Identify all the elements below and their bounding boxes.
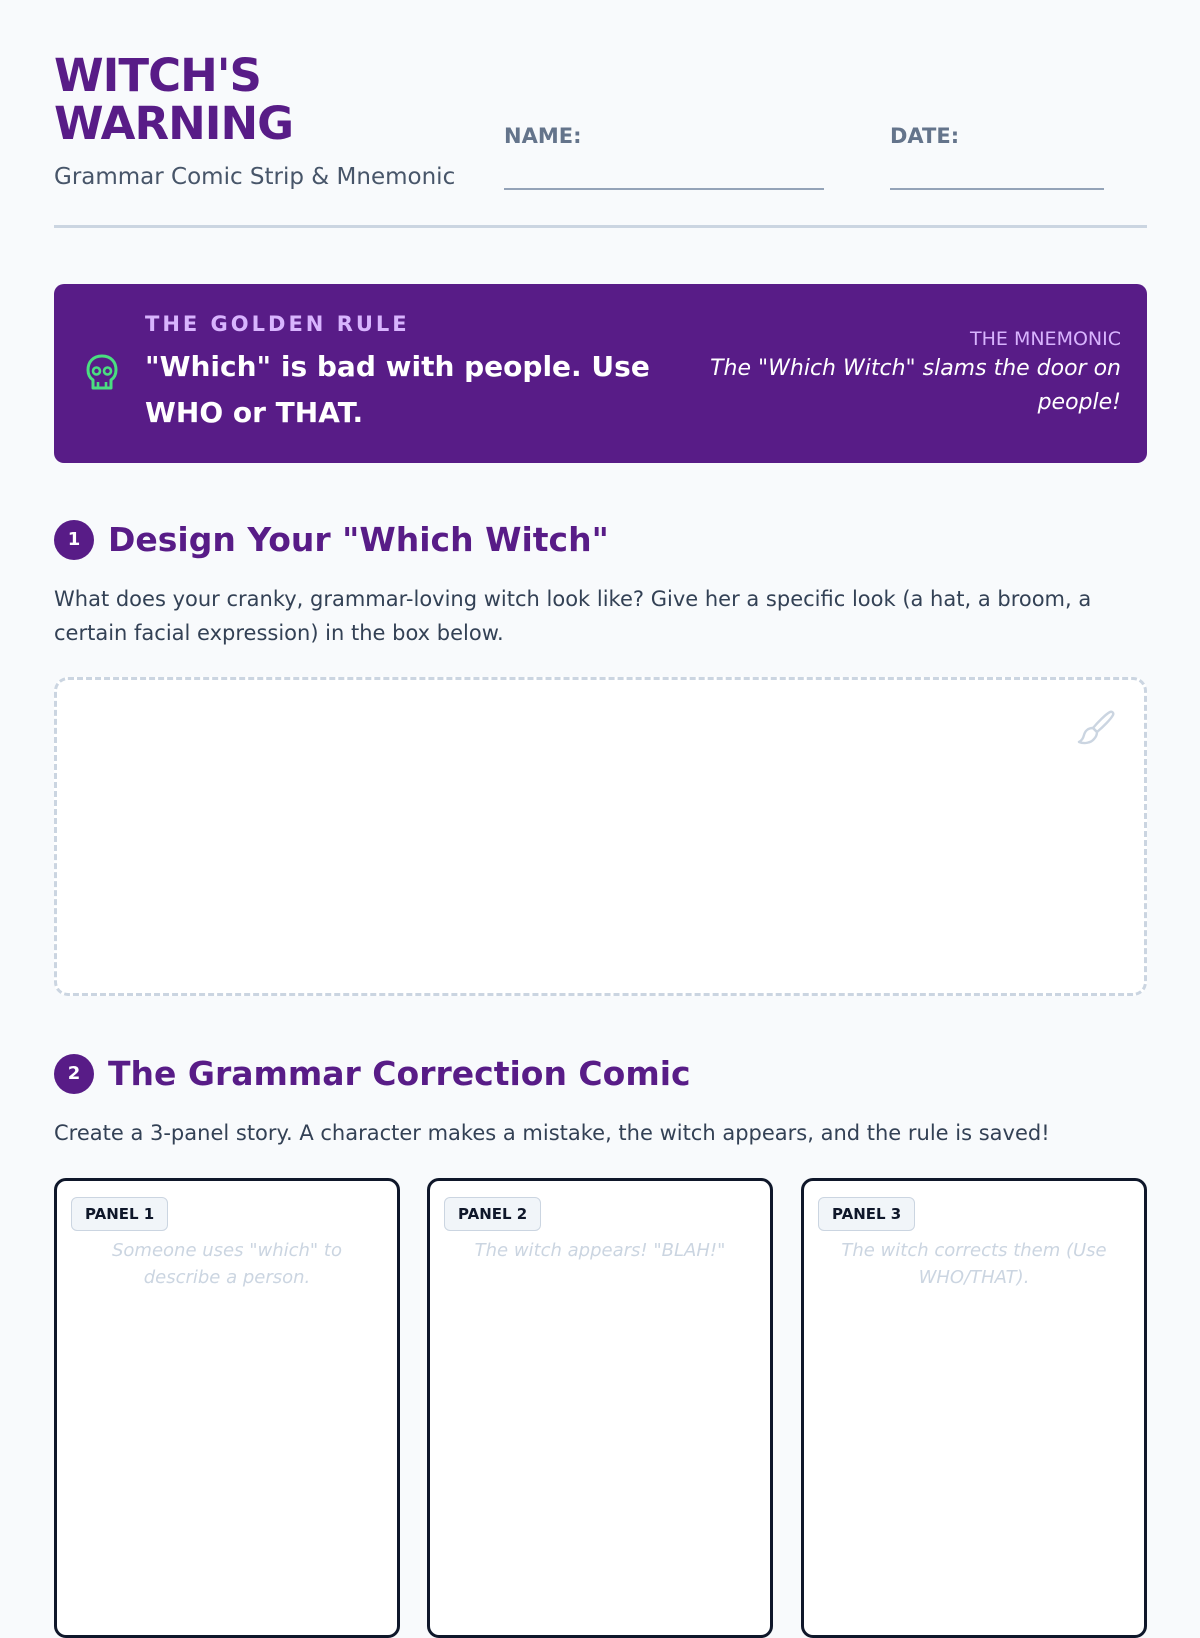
comic-panel-2[interactable]: [427, 1178, 773, 1638]
name-label: NAME:: [504, 124, 582, 148]
panel-3-label: PANEL 3: [818, 1197, 915, 1231]
paintbrush-icon: [1076, 708, 1116, 748]
panel-1-hint: Someone uses "which" to describe a person.: [111, 1240, 342, 1288]
worksheet-title: WITCH'S WARNING: [54, 49, 294, 150]
golden-rule-kicker: THE GOLDEN RULE: [145, 312, 410, 336]
panel-2-hint: The witch appears! "BLAH!": [474, 1240, 726, 1261]
section-1-title: Design Your "Which Witch": [108, 520, 609, 559]
name-field[interactable]: [504, 188, 824, 190]
worksheet-header: [54, 49, 1147, 228]
section-2-title: The Grammar Correction Comic: [108, 1054, 691, 1093]
worksheet-page: [54, 0, 1147, 1600]
panel-3-hint: The witch corrects them (Use WHO/THAT).: [841, 1240, 1107, 1288]
comic-panel-1[interactable]: [54, 1178, 400, 1638]
date-label: DATE:: [890, 124, 960, 148]
mnemonic-label: THE MNEMONIC: [970, 328, 1121, 350]
date-field[interactable]: [890, 188, 1104, 190]
skull-icon: [84, 352, 120, 396]
section-2-number: 2: [54, 1054, 94, 1094]
mnemonic-text: The "Which Witch" slams the door on people!: [710, 356, 1121, 415]
golden-rule-banner: [54, 284, 1147, 463]
golden-rule-text: "Which" is bad with people. Use WHO or THAT.: [145, 350, 650, 429]
panel-2-label: PANEL 2: [444, 1197, 541, 1231]
panel-1-label: PANEL 1: [71, 1197, 168, 1231]
section-1-number: 1: [54, 520, 94, 560]
worksheet-subtitle: Grammar Comic Strip & Mnemonic: [54, 164, 456, 190]
section-2-description: Create a 3-panel story. A character makes a mistake, the witch appears, and the rule is saved!: [54, 1121, 1050, 1145]
witch-drawing-area[interactable]: [54, 677, 1147, 996]
section-1-description: What does your cranky, grammar-loving witch look like? Give her a specific look (a hat, a broom, a certain facial expression) in the box below.: [54, 587, 1092, 645]
comic-panel-3[interactable]: [801, 1178, 1147, 1638]
